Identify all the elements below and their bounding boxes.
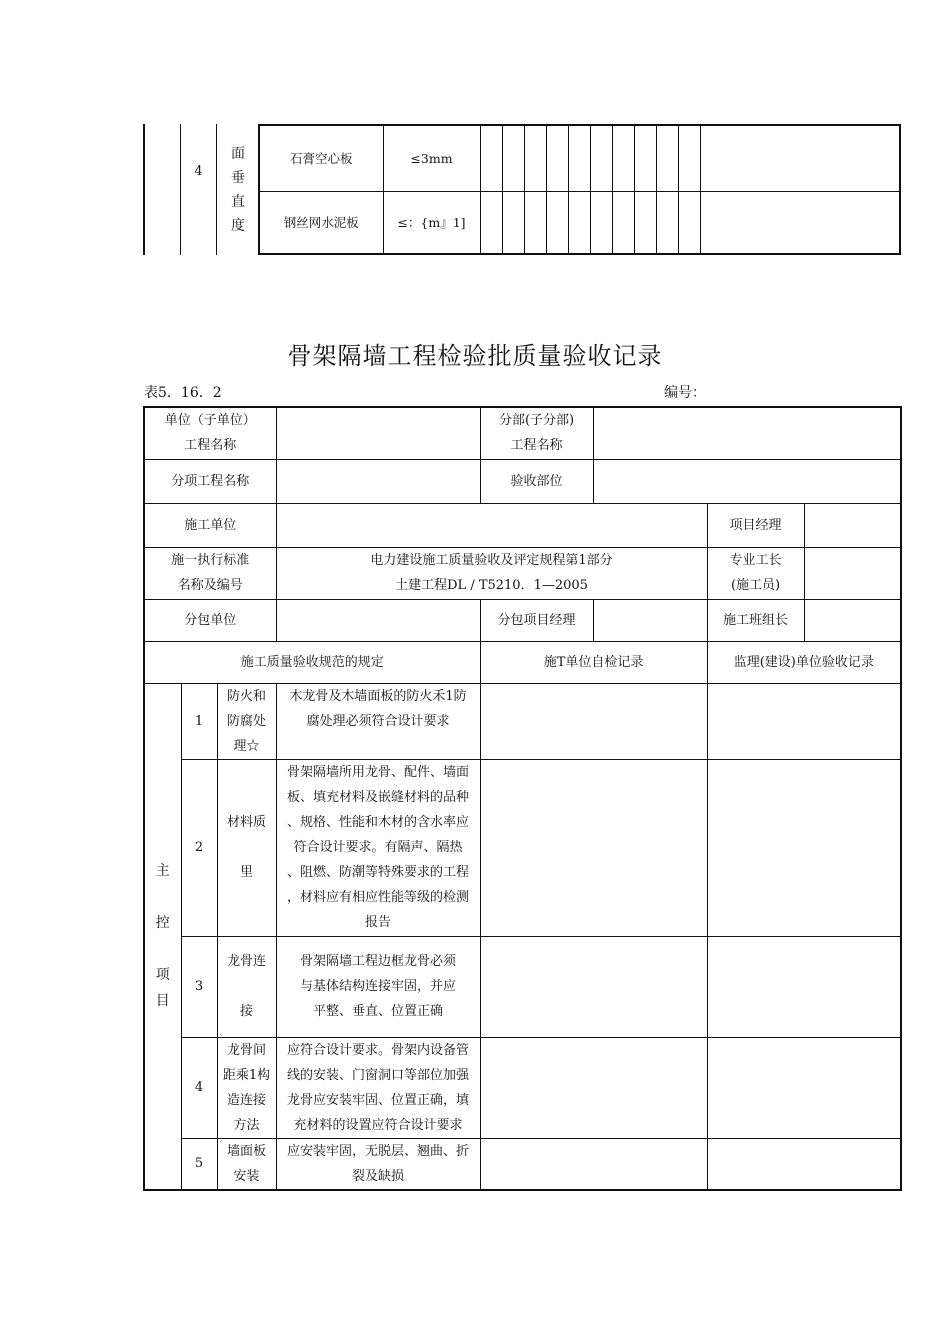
item-req-line: 应符合设计要求。骨架内设备管 [287, 1042, 470, 1058]
check-cell [634, 125, 656, 191]
check-cell [546, 125, 568, 191]
team-leader-value-cell[interactable] [804, 599, 901, 641]
check-cell [678, 125, 700, 191]
foreman-label-cell [707, 547, 804, 599]
unit-label-line: 工程名称 [184, 438, 237, 454]
division-label-cell [480, 407, 593, 459]
item-requirement-cell [276, 936, 480, 1037]
tolerance-cell: ≤3mm [383, 125, 480, 191]
item-no-cell: 1 [181, 683, 217, 759]
item-no-cell: 3 [181, 936, 217, 1037]
check-cell [524, 191, 546, 254]
team-leader-label-cell: 施工班组长 [707, 599, 804, 641]
pm-value-cell[interactable] [804, 503, 901, 547]
unit-label-cell [144, 407, 276, 459]
sub-unit-label-cell: 分包单位 [144, 599, 276, 641]
self-check-record-cell[interactable] [480, 936, 707, 1037]
header-row-subcontract [144, 599, 901, 641]
item-name-cell [217, 683, 276, 759]
item-name-line: 接 [240, 1004, 254, 1019]
top-col-divider-1 [180, 124, 181, 255]
main-control-row [144, 936, 901, 1037]
std-value-cell [276, 547, 707, 599]
check-cell [524, 125, 546, 191]
std-label-line: 施一执行标准 [171, 553, 250, 568]
self-check-record-cell[interactable] [480, 683, 707, 759]
main-control-row [144, 683, 901, 759]
check-cell [590, 125, 612, 191]
supervision-record-cell[interactable] [707, 1138, 901, 1190]
item-req-line: ，材料应有相应性能等级的检测 [287, 890, 470, 905]
item-requirement-cell [276, 683, 480, 759]
item-name-line: 墙面板 [227, 1143, 267, 1159]
check-cell [502, 125, 524, 191]
sub-unit-value-cell[interactable] [276, 599, 480, 641]
item-name-line: 防火和 [227, 688, 267, 704]
header-row-contractor [144, 503, 901, 547]
remark-cell [700, 125, 900, 191]
supervision-record-cell[interactable] [707, 1037, 901, 1138]
top-item-label-char: 度 [231, 218, 245, 234]
column-header-row [144, 641, 901, 683]
form-number: 表5．16．2 [144, 385, 222, 401]
item-name-cell [217, 759, 276, 936]
item-requirement-cell [276, 1138, 480, 1190]
item-no-cell: 2 [181, 759, 217, 936]
check-cell [502, 191, 524, 254]
main-control-row [144, 1138, 901, 1190]
supervision-record-cell[interactable] [707, 759, 901, 936]
top-left-border [143, 124, 145, 255]
top-item-label-char: 垂 [231, 170, 245, 186]
supervision-record-cell[interactable] [707, 683, 901, 759]
item-req-line: 线的安装、门窗洞口等部位加强 [287, 1067, 470, 1083]
division-label-line: 工程名称 [510, 438, 563, 454]
item-name-cell [217, 936, 276, 1037]
check-cell [612, 125, 634, 191]
check-cell [656, 125, 678, 191]
item-req-line: 腐处理必须符合设计要求 [306, 713, 450, 729]
item-name-cell [217, 1037, 276, 1138]
check-cell [568, 191, 590, 254]
item-req-line: 骨架隔墙所用龙骨、配件、墙面 [287, 765, 470, 780]
item-req-line: 符合设计要求。有隔声、隔热 [293, 840, 463, 855]
material-cell: 石膏空心板 [259, 125, 383, 191]
item-name-line: 里 [240, 865, 254, 880]
top-item-no: 4 [194, 164, 203, 179]
tolerance-table [258, 124, 901, 255]
self-check-record-cell[interactable] [480, 1037, 707, 1138]
foreman-value-cell[interactable] [804, 547, 901, 599]
check-cell [590, 191, 612, 254]
item-req-line: 平整、垂直、位置正确 [313, 1004, 444, 1019]
serial-number-label: 编号： [664, 385, 706, 401]
item-name-line: 材料质 [227, 815, 267, 830]
self-check-record-cell[interactable] [480, 1138, 707, 1190]
main-control-label-char: 主 [155, 863, 170, 880]
main-control-label-char: 项 [155, 967, 170, 984]
check-cell [480, 125, 502, 191]
page-title: 骨架隔墙工程检验批质量验收记录 [287, 342, 663, 370]
check-cell [546, 191, 568, 254]
header-row-subitem [144, 459, 901, 503]
item-name-line: 距乘1构 [222, 1067, 271, 1083]
item-name-line: 龙骨连 [227, 954, 267, 969]
supervision-column-header: 监理(建设)单位验收记录 [707, 641, 901, 683]
item-req-line: 应安装牢固，无脱层、翘曲、折 [287, 1143, 470, 1159]
std-value-line: 土建工程DL / T5210．1—2005 [395, 578, 588, 593]
item-name-cell [217, 1138, 276, 1190]
item-no-cell: 4 [181, 1037, 217, 1138]
main-control-label-char: 目 [155, 993, 170, 1010]
item-req-line: 、规格、性能和木材的含水率应 [287, 815, 470, 830]
inspection-form [143, 406, 902, 1191]
subitem-value-cell[interactable] [276, 459, 480, 503]
unit-value-cell[interactable] [276, 407, 480, 459]
top-item-label [217, 142, 259, 238]
foreman-label-line: (施工员) [730, 578, 781, 593]
sub-pm-value-cell[interactable] [593, 599, 707, 641]
check-cell [678, 191, 700, 254]
accept-part-value-cell[interactable] [593, 459, 901, 503]
item-requirement-cell [276, 759, 480, 936]
main-control-row [144, 759, 901, 936]
division-value-cell[interactable] [593, 407, 901, 459]
item-name-line: 防腐处 [227, 713, 267, 729]
foreman-label-line: 专业工长 [729, 553, 782, 568]
std-label-line: 名称及编号 [177, 578, 243, 593]
check-cell [480, 191, 502, 254]
spec-column-header: 施工质量验收规范的规定 [144, 641, 480, 683]
check-cell [612, 191, 634, 254]
main-control-label-cell [144, 683, 181, 1190]
item-req-line: 、阻燃、防潮等特殊要求的工程 [287, 865, 470, 880]
division-label-line: 分部(子分部) [498, 413, 575, 429]
remark-cell [700, 191, 900, 254]
main-control-label-char: 控 [155, 915, 170, 932]
header-row-project [144, 407, 901, 459]
item-requirement-cell [276, 1037, 480, 1138]
contractor-label-cell: 施工单位 [144, 503, 276, 547]
check-cell [634, 191, 656, 254]
subitem-label-cell: 分项工程名称 [144, 459, 276, 503]
item-req-line: 裂及缺损 [352, 1168, 405, 1184]
item-req-line: 骨架隔墙工程边框龙骨必须 [300, 954, 457, 969]
check-cell [568, 125, 590, 191]
tolerance-row [259, 191, 900, 254]
std-value-line: 电力建设施工质量验收及评定规程第1部分 [370, 553, 613, 568]
contractor-value-cell[interactable] [276, 503, 707, 547]
item-req-line: 与基体结构连接牢固，并应 [300, 979, 457, 994]
item-req-line: 充材料的设置应符合设计要求 [293, 1117, 463, 1133]
item-name-line: 造连接 [227, 1092, 267, 1108]
header-row-standard [144, 547, 901, 599]
material-cell: 钢丝网水泥板 [259, 191, 383, 254]
pm-label-cell: 项目经理 [707, 503, 804, 547]
top-item-label-char: 直 [231, 194, 245, 210]
item-name-line: 安装 [233, 1168, 260, 1184]
item-no-cell: 5 [181, 1138, 217, 1190]
item-req-line: 报告 [365, 915, 392, 930]
item-req-line: 龙骨应安装牢固、位置正确，填 [287, 1092, 470, 1108]
item-req-line: 木龙骨及木墙面板的防火禾1防 [289, 688, 467, 704]
item-req-line: 板、填充材料及嵌缝材料的品种 [287, 790, 470, 805]
tolerance-row [259, 125, 900, 191]
top-item-label-char: 面 [231, 146, 245, 162]
item-name-line: 理☆ [233, 738, 260, 754]
item-name-line: 方法 [233, 1117, 260, 1133]
item-name-line: 龙骨间 [227, 1042, 267, 1058]
std-label-cell [144, 547, 276, 599]
self-check-column-header: 施T单位自检记录 [480, 641, 707, 683]
check-cell [656, 191, 678, 254]
supervision-record-cell[interactable] [707, 936, 901, 1037]
sub-pm-label-cell: 分包项目经理 [480, 599, 593, 641]
unit-label-line: 单位（子单位） [164, 413, 256, 429]
self-check-record-cell[interactable] [480, 759, 707, 936]
accept-part-label-cell: 验收部位 [480, 459, 593, 503]
main-control-row [144, 1037, 901, 1138]
tolerance-cell: ≤：{m』1] [383, 191, 480, 254]
